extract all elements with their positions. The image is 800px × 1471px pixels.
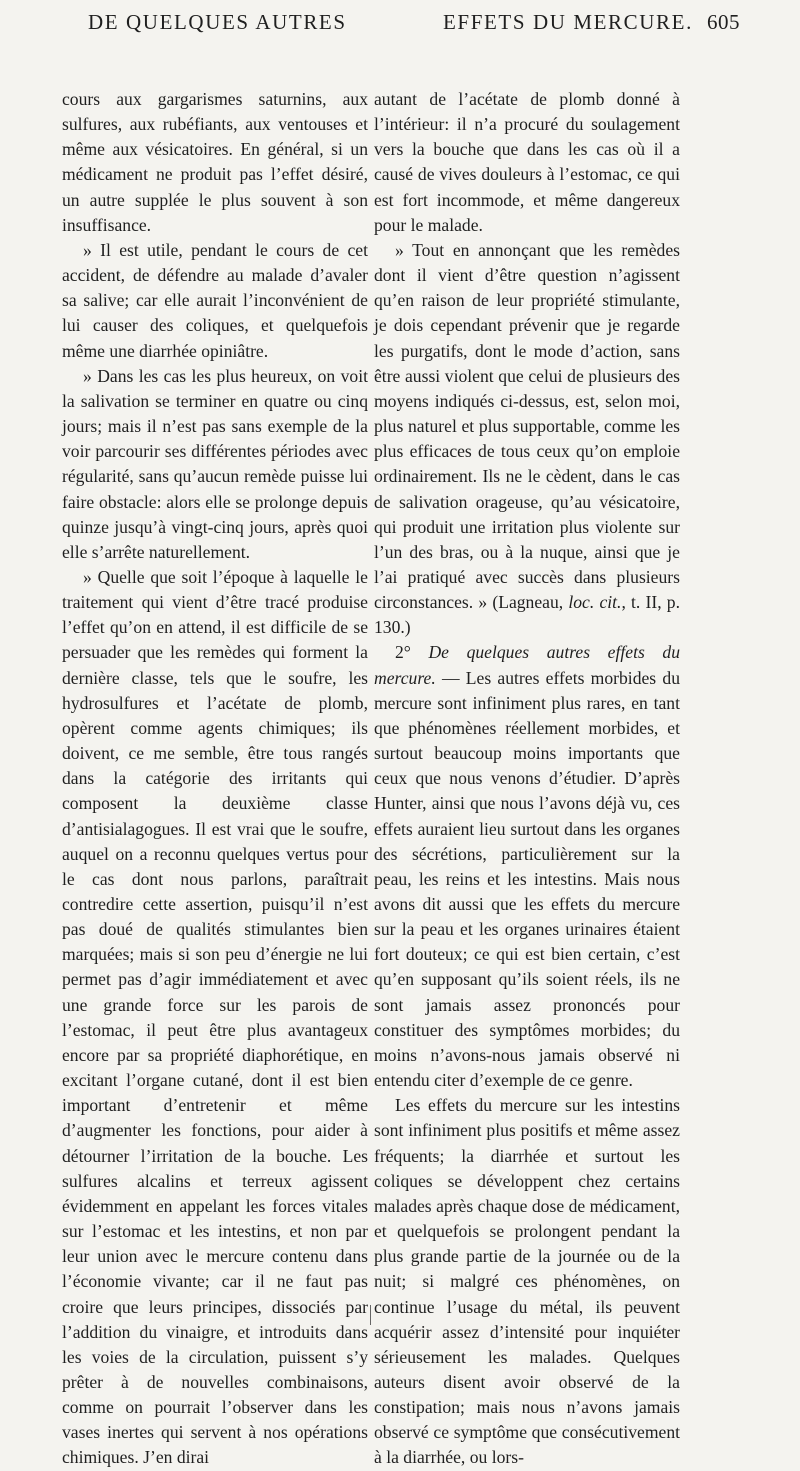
paragraph: » Dans les cas les plus heureux, on voit la salivation se terminer en quatre ou cinq jours; mais il n’est pas sans exemple de la voir parcourir ses différentes périodes avec régularité, sans qu’aucun remède puisse lui faire obstacle: alors elle se prolonge depuis quinze jusqu’à vingt-cinq jours, après quoi elle s’arrête naturellement. [62,365,368,562]
paragraph: Les effets du mercure sur les intestins sont infiniment plus positifs et même assez fréquents; la diarrhée et surtout les coliques se développent chez certains malades après chaque dose de médicament, et quelquefois se prolongent pendant la plus grande partie de la journée ou de la nuit; si malgré ces phénomènes, on continue l’usage du métal, ils peuvent acquérir assez d’intensité pour inquiéter sérieusement les malades. Quelques auteurs disent avoir observé de la constipation; mais nous n’avons jamais observé ce symptôme que consécutivement à la diarrhée, ou lors- [374,1095,680,1468]
paragraph: autant de l’acétate de plomb donné à l’intérieur: il n’a procuré du soulagement vers la bouche que dans les cas où il a causé de vives douleurs à l’estomac, ce qui est fort incommode, et même dangereux pour le malade. [374,89,680,235]
paragraph: » Il est utile, pendant le cours de cet accident, de défendre au malade d’avaler sa salive; car elle aurait l’inconvénient de lui causer des coliques, et quelquefois même une diarrhée opiniâtre. [62,239,368,361]
left-column [62,87,368,1471]
section-title: De quelques autres effets du mercure. [374,642,681,688]
running-header-left: DE QUELQUES AUTRES [88,10,347,34]
right-column [374,87,680,1471]
paragraph: cours aux gargarismes saturnins, aux sulfures, aux rubéfiants, aux ventouses et même aux vésicatoires. En général, si un médicament ne produit pas l’effet désiré, un autre supplée le plus souvent à son insuffisance. [62,89,368,235]
running-header [88,10,740,50]
column-mark [370,1305,371,1325]
paragraph-quote [374,238,680,641]
section-text: — Les autres effets morbides du mercure sont infiniment plus rares, en tant que phénomènes réellement morbides, et surtout beaucoup moins importants que ceux que nous venons d’étudier. D’après Hunter, ainsi que nous l’avons déjà vu, ces effets auraient lieu surtout dans les organes des sécrétions, particulièrement sur la peau, les reins et les intestins. Mais nous avons dit aussi que les effets du mercure sur la peau et les organes urinaires étaient fort douteux; ce qui est bien certain, c’est qu’en supposant qu’ils soient réels, ils ne sont jamais assez prononcés pour constituer des symptômes morbides; du moins n’avons-nous jamais observé ni entendu citer d’exemple de ce genre. [374,667,680,1091]
citation-tail: , t. II, p. 130.) [374,592,680,638]
section-number: 2° [395,642,429,663]
page-number: 605 [707,10,740,34]
citation: loc. cit. [568,592,622,613]
paragraph-text: » Tout en annonçant que les remèdes dont il vient d’être question n’agissent qu’en raison de leur propriété stimulante, je dois cependant prévenir que je regarde les purgatifs, dont le mode d’action, sans être aussi violent que celui de plusieurs des moyens indiqués ci-dessus, est, selon moi, plus naturel et plus supportable, comme les plus efficaces de tous ceux qu’on emploie ordinairement. Ils ne le cèdent, dans le cas de salivation orageuse, qu’au vésicatoire, qui produit une irritation plus violente sur l’un des bras, ou à la nuque, ainsi que je l’ai pratiqué avec succès dans plusieurs circonstances. » (Lagneau, [374,239,680,613]
paragraph: » Quelle que soit l’époque à laquelle le traitement qui vient d’être tracé produise l’effet qu’on en attend, il est difficile de se persuader que les remèdes qui forment la dernière classe, tels que le soufre, les hydrosulfures et l’acétate de plomb, opèrent comme agents chimiques; ils doivent, ce me semble, être tous rangés dans la catégorie des irritants qui composent la deuxième classe d’antisialagogues. Il est vrai que le soufre, auquel on a reconnu quelques vertus pour le cas dont nous parlons, paraîtrait contredire cette assertion, puisqu’il n’est pas doué de qualités stimulantes bien marquées; mais si son peu d’énergie ne lui permet pas d’agir immédiatement et avec une grande force sur les parois de l’estomac, il peut être plus avantageux encore par sa propriété diaphorétique, en excitant l’organe cutané, dont il est bien important d’entretenir et même d’augmenter les fonctions, pour aider à détourner l’irritation de la bouche. Les sulfures alcalins et terreux agissent évidemment en appelant les forces vitales sur l’estomac et les intestins, et non par leur union avec le mercure contenu dans l’économie vivante; car il ne faut pas croire que leurs principes, dissociés par l’addition du vinaigre, et introduits dans les voies de la circulation, puissent s’y prêter à de nouvelles combinaisons, comme on pourrait l’observer dans les vases inertes qui servent à nos opérations chimiques. J’en dirai [62,566,368,1468]
section-paragraph [374,640,680,1093]
running-header-right: EFFETS DU MERCURE. [443,10,693,34]
